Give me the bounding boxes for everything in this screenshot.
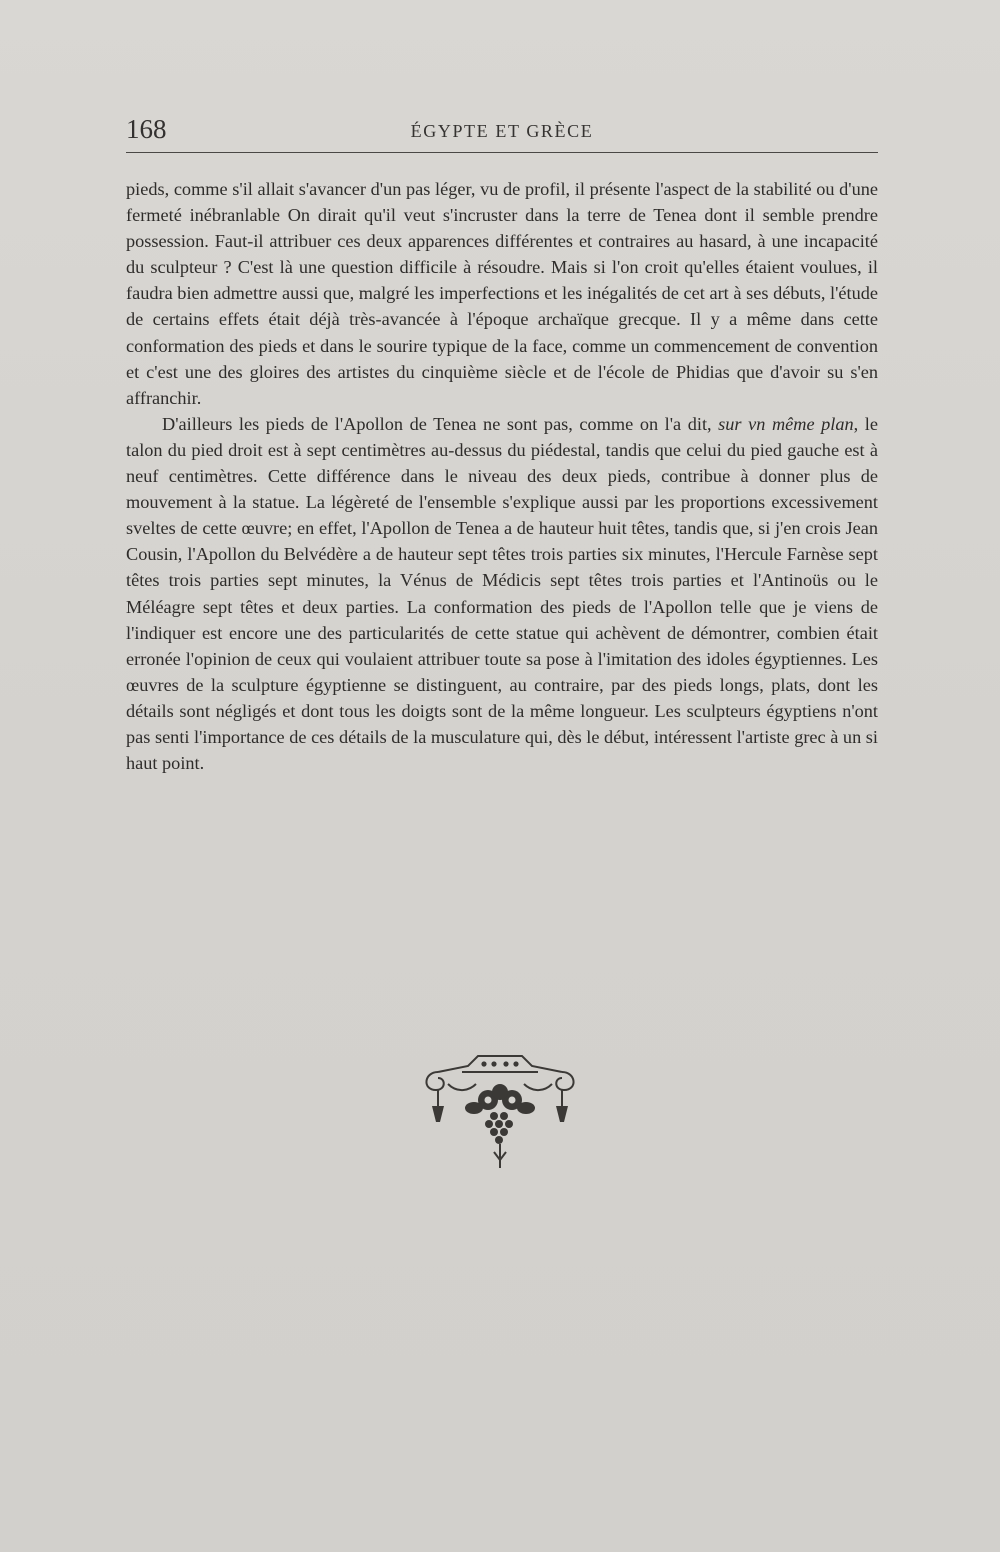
paragraph-2-start: D'ailleurs les pieds de l'Apollon de Tenea ne sont pas, comme on l'a dit,: [162, 413, 719, 434]
body-text: [126, 176, 878, 776]
paragraph-1: pieds, comme s'il allait s'avancer d'un pas léger, vu de profil, il présente l'aspect de la stabilité ou d'une fermeté inébranlable On dirait qu'il veut s'incruster dans la terre de Tenea dont il semble prendre possession. Faut-il attribuer ces deux apparences différentes et contraires au hasard, à une incapacité du sculpteur ? C'est là une question difficile à résoudre. Mais si l'on croit qu'elles étaient voulues, il faudra bien admettre aussi que, malgré les imperfections et les inégalités de cet art à ses débuts, l'étude de certains effets était déjà très-avancée à l'époque archaïque grecque. Il y a même dans cette conformation des pieds et dans le sourire typique de la face, comme un commencement de convention et c'est une des gloires des artistes du cinquième siècle et de l'école de Phidias que d'avoir su s'en affranchir.: [126, 179, 878, 408]
italic-phrase: sur vn même plan: [718, 413, 854, 434]
floral-tailpiece-icon: [418, 1050, 582, 1172]
running-title: ÉGYPTE ET GRÈCE: [410, 121, 594, 141]
page-number: 168: [126, 114, 167, 144]
paragraph-2: [126, 411, 878, 776]
paragraph-2-rest: , le talon du pied droit est à sept centimètres au-dessus du piédestal, tandis que celui du pied gauche est à neuf centimètres. Cette différence dans le niveau des deux pieds, contribue à donner plus de mouvement à la statue. La légèreté de l'ensemble s'explique aussi par les proportions excessivement sveltes de cette œuvre; en effet, l'Apollon de Tenea a de hauteur huit têtes, tandis que, si j'en crois Jean Cousin, l'Apollon du Belvédère a de hauteur sept têtes trois parties six minutes, l'Hercule Farnèse sept têtes trois parties sept minutes, la Vénus de Médicis sept têtes trois parties et l'Antinoüs ou le Méléagre sept têtes et deux parties. La conformation des pieds de l'Apollon telle que je viens de l'indiquer est encore une des particularités de cette statue qui achèvent de démontrer, combien était erronée l'opinion de ceux qui voulaient attribuer toute sa pose à l'imitation des idoles égyptiennes. Les œuvres de la sculpture égyptienne se distinguent, au contraire, par des pieds longs, plats, dont les détails sont négligés et dont tous les doigts sont de la même longueur. Les sculpteurs égyptiens n'ont pas senti l'importance de ces détails de la musculature qui, dès le début, intéressent l'artiste grec à un si haut point.: [126, 413, 878, 774]
running-header: [126, 112, 878, 146]
header-rule: [126, 152, 878, 153]
